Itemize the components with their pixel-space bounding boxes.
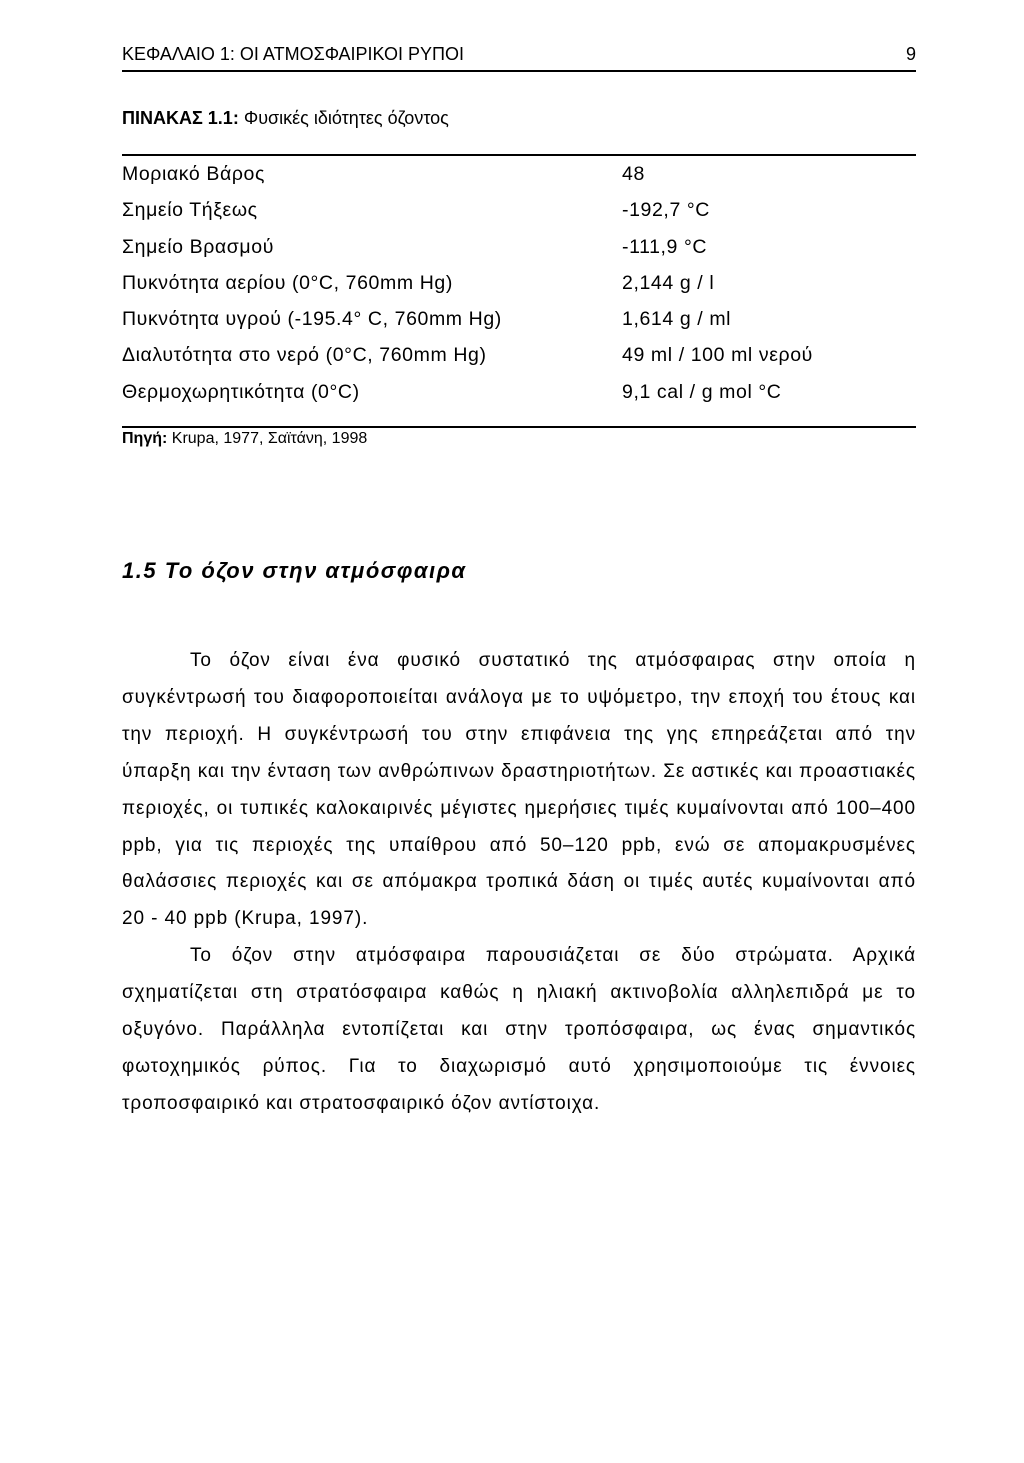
- page-number: 9: [905, 44, 916, 64]
- table-row: [122, 301, 916, 337]
- section-heading: 1.5 Το όζον στην ατμόσφαιρα: [122, 558, 467, 583]
- property-value: 1,614 g / ml: [622, 308, 732, 331]
- table-row: [122, 156, 916, 192]
- table-bottom-rule: [122, 426, 916, 428]
- property-label: Σημείο Βρασμού: [122, 235, 274, 258]
- property-value: 2,144 g / l: [622, 271, 715, 294]
- property-value: -192,7 °C: [622, 199, 710, 222]
- table-caption-prefix: ΠΙΝΑΚΑΣ 1.1:: [122, 108, 239, 128]
- property-label: Πυκνότητα αερίου (0°C, 760mm Hg): [122, 271, 453, 294]
- table-row: [122, 265, 916, 301]
- property-label: Μοριακό Βάρος: [122, 163, 265, 185]
- chapter-title: ΚΕΦΑΛΑΙΟ 1: ΟΙ ΑΤΜΟΣΦΑΙΡΙΚΟΙ ΡΥΠΟΙ: [122, 44, 465, 64]
- table-caption: [122, 108, 449, 129]
- property-value: 49 ml / 100 ml νερού: [622, 344, 813, 367]
- section-body: [122, 643, 916, 1123]
- property-value: -111,9 °C: [622, 235, 708, 258]
- property-label: Διαλυτότητα στο νερό (0°C, 760mm Hg): [122, 344, 487, 367]
- source-text: Krupa, 1977, Σαϊτάνη, 1998: [171, 430, 368, 447]
- table-row: [122, 337, 916, 373]
- table-row: [122, 374, 916, 410]
- property-label: Θερμοχωρητικότητα (0°C): [122, 380, 360, 403]
- property-label: Πυκνότητα υγρού (-195.4° C, 760mm Hg): [122, 308, 502, 331]
- table-source: [122, 430, 367, 448]
- table-caption-text: Φυσικές ιδιότητες όζοντος: [243, 108, 449, 128]
- property-value: 9,1 cal / g mol °C: [622, 380, 782, 403]
- property-value: 48: [622, 163, 645, 185]
- running-header: [122, 44, 916, 72]
- paragraph: Το όζον είναι ένα φυσικό συστατικό της ατμόσφαιρας στην οποία η συγκέντρωσή του διαφοροποιείται ανάλογα με το υψόμετρο, την εποχή του έτους και την περιοχή. Η συγκέντρωσή του στην επιφάνεια της γης επηρεάζεται από την ύπαρξη και την ένταση των ανθρώπινων δραστηριοτήτων. Σε αστικές και προαστιακές περιοχές, οι τυπικές καλοκαιρινές μέγιστες ημερήσιες τιμές κυμαίνονται από 100–400 ppb, για τις περιοχές της υπαίθρου από 50–120 ppb, ενώ σε απομακρυσμένες θαλάσσιες περιοχές και σε απόμακρα τροπικά δάση οι τιμές αυτές κυμαίνονται από 20 - 40 ppb (Krupa, 1997).: [122, 650, 916, 930]
- source-label: Πηγή:: [122, 430, 168, 447]
- paragraph: Το όζον στην ατμόσφαιρα παρουσιάζεται σε δύο στρώματα. Αρχικά σχηματίζεται στη στρατόσφαιρα καθώς η ηλιακή ακτινοβολία αλληλεπιδρά με το οξυγόνο. Παράλληλα εντοπίζεται και στην τροπόσφαιρα, ως ένας σημαντικός φωτοχημικός ρύπος. Για το διαχωρισμό αυτό χρησιμοποιούμε τις έννοιες τροποσφαιρικό και στρατοσφαιρικό όζον αντίστοιχα.: [122, 945, 916, 1114]
- properties-table: [122, 154, 916, 410]
- table-row: [122, 192, 916, 228]
- table-row: [122, 229, 916, 265]
- property-label: Σημείο Τήξεως: [122, 199, 258, 222]
